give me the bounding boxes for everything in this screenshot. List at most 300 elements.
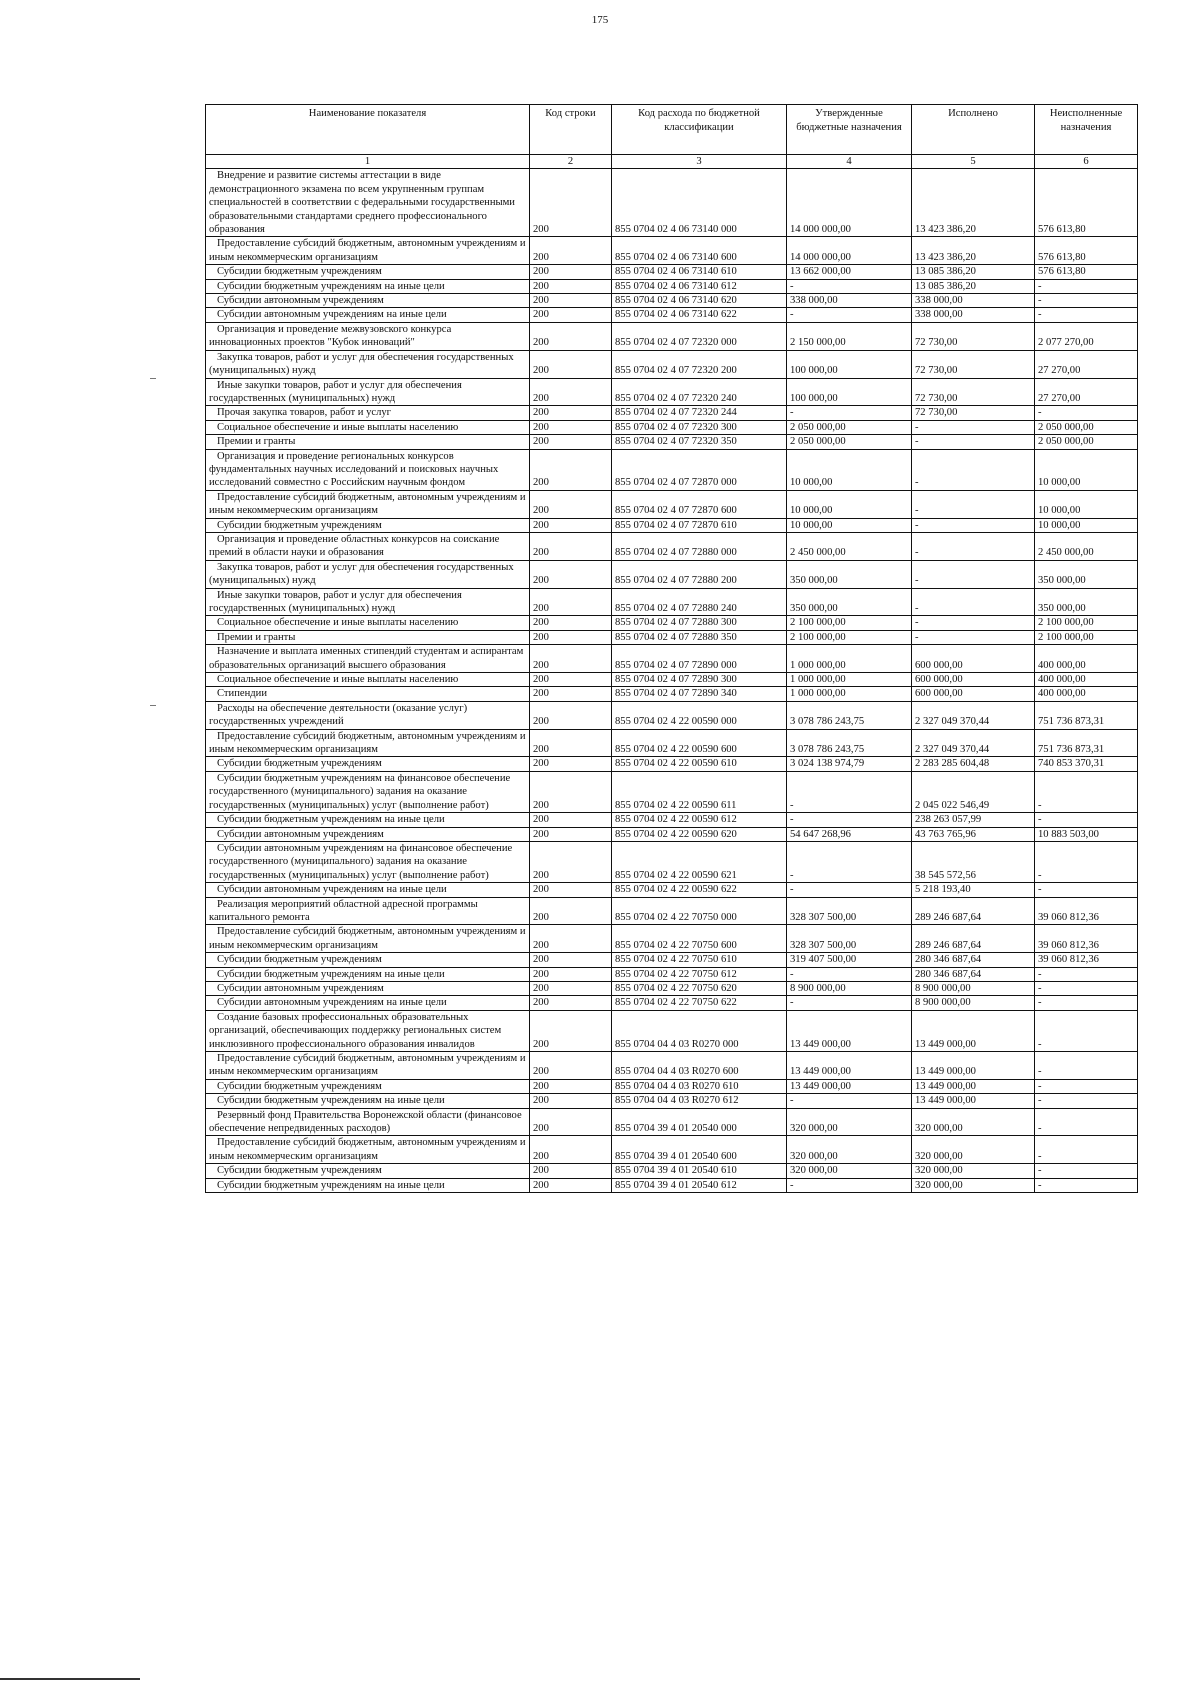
table-row (206, 630, 1138, 644)
budget-classification-code: 855 0704 02 4 06 73140 622 (612, 308, 787, 322)
budget-classification-code: 855 0704 02 4 07 72320 300 (612, 420, 787, 434)
indicator-name: Субсидии бюджетным учреждениям (206, 1164, 530, 1178)
column-number: 5 (912, 155, 1035, 169)
unexecuted-amount: 2 050 000,00 (1035, 435, 1138, 449)
table-row (206, 378, 1138, 406)
unexecuted-amount: 27 270,00 (1035, 378, 1138, 406)
unexecuted-amount: 576 613,80 (1035, 265, 1138, 279)
budget-classification-code: 855 0704 02 4 22 00590 612 (612, 813, 787, 827)
row-code: 200 (530, 279, 612, 293)
indicator-name: Предоставление субсидий бюджетным, автономным учреждениям и иным некоммерческим организациям (206, 729, 530, 757)
approved-amount: 320 000,00 (787, 1164, 912, 1178)
executed-amount: 38 545 572,56 (912, 841, 1035, 882)
executed-amount: - (912, 449, 1035, 490)
row-code: 200 (530, 1108, 612, 1136)
budget-classification-code: 855 0704 02 4 22 70750 610 (612, 953, 787, 967)
row-code: 200 (530, 967, 612, 981)
budget-classification-code: 855 0704 02 4 22 70750 000 (612, 897, 787, 925)
unexecuted-amount: - (1035, 1164, 1138, 1178)
indicator-name: Создание базовых профессиональных образовательных организаций, обеспечивающих поддержку региональных систем инклюзивного профессионального образования инвалидов (206, 1010, 530, 1051)
row-code: 200 (530, 532, 612, 560)
executed-amount: 13 085 386,20 (912, 265, 1035, 279)
executed-amount: 72 730,00 (912, 378, 1035, 406)
budget-classification-code: 855 0704 04 4 03 R0270 000 (612, 1010, 787, 1051)
budget-classification-code: 855 0704 02 4 07 72880 000 (612, 532, 787, 560)
unexecuted-amount: 10 000,00 (1035, 449, 1138, 490)
approved-amount: 13 662 000,00 (787, 265, 912, 279)
budget-classification-code: 855 0704 39 4 01 20540 612 (612, 1178, 787, 1192)
executed-amount: 320 000,00 (912, 1178, 1035, 1192)
indicator-name: Премии и гранты (206, 435, 530, 449)
budget-classification-code: 855 0704 02 4 07 72320 200 (612, 350, 787, 378)
table-row (206, 532, 1138, 560)
unexecuted-amount: - (1035, 883, 1138, 897)
approved-amount: 2 050 000,00 (787, 420, 912, 434)
row-code: 200 (530, 673, 612, 687)
row-code: 200 (530, 322, 612, 350)
unexecuted-amount: 39 060 812,36 (1035, 897, 1138, 925)
table-row (206, 757, 1138, 771)
unexecuted-amount: 27 270,00 (1035, 350, 1138, 378)
unexecuted-amount: 10 000,00 (1035, 490, 1138, 518)
indicator-name: Субсидии автономным учреждениям на иные цели (206, 308, 530, 322)
executed-amount: - (912, 560, 1035, 588)
unexecuted-amount: 39 060 812,36 (1035, 925, 1138, 953)
executed-amount: 13 085 386,20 (912, 279, 1035, 293)
budget-classification-code: 855 0704 02 4 07 72870 000 (612, 449, 787, 490)
executed-amount: 13 449 000,00 (912, 1052, 1035, 1080)
table-row (206, 435, 1138, 449)
row-code: 200 (530, 757, 612, 771)
budget-classification-code: 855 0704 02 4 07 72870 610 (612, 518, 787, 532)
table-row (206, 518, 1138, 532)
footer-line (0, 1678, 140, 1680)
indicator-name: Субсидии бюджетным учреждениям на иные цели (206, 1094, 530, 1108)
indicator-name: Стипендии (206, 687, 530, 701)
executed-amount: 13 423 386,20 (912, 169, 1035, 237)
indicator-name: Реализация мероприятий областной адресной программы капитального ремонта (206, 897, 530, 925)
approved-amount: 2 100 000,00 (787, 616, 912, 630)
budget-classification-code: 855 0704 02 4 07 72880 300 (612, 616, 787, 630)
indicator-name: Субсидии автономным учреждениям (206, 294, 530, 308)
unexecuted-amount: 350 000,00 (1035, 560, 1138, 588)
indicator-name: Премии и гранты (206, 630, 530, 644)
indicator-name: Субсидии автономным учреждениям на иные цели (206, 883, 530, 897)
approved-amount: - (787, 279, 912, 293)
approved-amount: 350 000,00 (787, 588, 912, 616)
approved-amount: 3 078 786 243,75 (787, 701, 912, 729)
unexecuted-amount: 751 736 873,31 (1035, 701, 1138, 729)
row-code: 200 (530, 897, 612, 925)
table-row (206, 1094, 1138, 1108)
budget-classification-code: 855 0704 02 4 07 72880 350 (612, 630, 787, 644)
budget-classification-code: 855 0704 02 4 06 73140 600 (612, 237, 787, 265)
indicator-name: Субсидии бюджетным учреждениям на иные цели (206, 1178, 530, 1192)
unexecuted-amount: - (1035, 1108, 1138, 1136)
unexecuted-amount: - (1035, 981, 1138, 995)
unexecuted-amount: - (1035, 841, 1138, 882)
table-row (206, 981, 1138, 995)
column-number: 6 (1035, 155, 1138, 169)
unexecuted-amount: - (1035, 771, 1138, 812)
indicator-name: Субсидии бюджетным учреждениям (206, 953, 530, 967)
table-row (206, 322, 1138, 350)
row-code: 200 (530, 1079, 612, 1093)
approved-amount: 13 449 000,00 (787, 1052, 912, 1080)
executed-amount: 13 449 000,00 (912, 1094, 1035, 1108)
indicator-name: Субсидии бюджетным учреждениям на иные цели (206, 967, 530, 981)
executed-amount: 13 449 000,00 (912, 1079, 1035, 1093)
margin-mark (150, 378, 156, 379)
approved-amount: 328 307 500,00 (787, 897, 912, 925)
row-code: 200 (530, 237, 612, 265)
budget-table-container (205, 104, 1138, 1193)
approved-amount: 10 000,00 (787, 518, 912, 532)
unexecuted-amount: 2 077 270,00 (1035, 322, 1138, 350)
unexecuted-amount: 576 613,80 (1035, 237, 1138, 265)
unexecuted-amount: 400 000,00 (1035, 673, 1138, 687)
budget-classification-code: 855 0704 39 4 01 20540 600 (612, 1136, 787, 1164)
approved-amount: 2 150 000,00 (787, 322, 912, 350)
budget-classification-code: 855 0704 39 4 01 20540 610 (612, 1164, 787, 1178)
margin-mark (150, 705, 156, 706)
approved-amount: 13 449 000,00 (787, 1010, 912, 1051)
executed-amount: 600 000,00 (912, 645, 1035, 673)
indicator-name: Внедрение и развитие системы аттестации в виде демонстрационного экзамена по всем укрупненным группам специальностей в соответствии с федеральными государственными образовательными стандартами среднего профессионального образования (206, 169, 530, 237)
table-row (206, 883, 1138, 897)
table-row (206, 308, 1138, 322)
row-code: 200 (530, 1178, 612, 1192)
indicator-name: Субсидии автономным учреждениям на иные цели (206, 996, 530, 1010)
budget-classification-code: 855 0704 02 4 22 00590 621 (612, 841, 787, 882)
executed-amount: 289 246 687,64 (912, 925, 1035, 953)
table-row (206, 813, 1138, 827)
executed-amount: - (912, 518, 1035, 532)
budget-classification-code: 855 0704 39 4 01 20540 000 (612, 1108, 787, 1136)
indicator-name: Организация и проведение региональных конкурсов фундаментальных научных исследований и поисковых научных исследований совместно с Российским научным фондом (206, 449, 530, 490)
budget-classification-code: 855 0704 02 4 07 72890 300 (612, 673, 787, 687)
executed-amount: - (912, 532, 1035, 560)
executed-amount: 72 730,00 (912, 322, 1035, 350)
approved-amount: - (787, 308, 912, 322)
approved-amount: 1 000 000,00 (787, 673, 912, 687)
unexecuted-amount: 2 100 000,00 (1035, 630, 1138, 644)
budget-classification-code: 855 0704 02 4 22 00590 600 (612, 729, 787, 757)
approved-amount: - (787, 996, 912, 1010)
budget-classification-code: 855 0704 02 4 22 70750 612 (612, 967, 787, 981)
approved-amount: 13 449 000,00 (787, 1079, 912, 1093)
header-cell: Неисполненные назначения (1035, 105, 1138, 155)
unexecuted-amount: - (1035, 996, 1138, 1010)
table-row (206, 616, 1138, 630)
approved-amount: 328 307 500,00 (787, 925, 912, 953)
executed-amount: - (912, 588, 1035, 616)
unexecuted-amount: - (1035, 1079, 1138, 1093)
approved-amount: - (787, 406, 912, 420)
table-row (206, 687, 1138, 701)
row-code: 200 (530, 378, 612, 406)
indicator-name: Организация и проведение областных конкурсов на соискание премий в области науки и образования (206, 532, 530, 560)
unexecuted-amount: - (1035, 294, 1138, 308)
table-row (206, 279, 1138, 293)
executed-amount: 2 283 285 604,48 (912, 757, 1035, 771)
row-code: 200 (530, 518, 612, 532)
row-code: 200 (530, 841, 612, 882)
row-code: 200 (530, 1010, 612, 1051)
unexecuted-amount: - (1035, 1052, 1138, 1080)
row-code: 200 (530, 308, 612, 322)
row-code: 200 (530, 265, 612, 279)
indicator-name: Субсидии автономным учреждениям (206, 981, 530, 995)
indicator-name: Субсидии бюджетным учреждениям на иные цели (206, 279, 530, 293)
executed-amount: - (912, 630, 1035, 644)
executed-amount: 338 000,00 (912, 308, 1035, 322)
row-code: 200 (530, 996, 612, 1010)
approved-amount: 10 000,00 (787, 449, 912, 490)
unexecuted-amount: 400 000,00 (1035, 687, 1138, 701)
table-row (206, 1010, 1138, 1051)
executed-amount: 280 346 687,64 (912, 953, 1035, 967)
approved-amount: - (787, 813, 912, 827)
table-row (206, 925, 1138, 953)
header-cell: Утвержденные бюджетные назначения (787, 105, 912, 155)
row-code: 200 (530, 406, 612, 420)
row-code: 200 (530, 687, 612, 701)
unexecuted-amount: 39 060 812,36 (1035, 953, 1138, 967)
unexecuted-amount: 576 613,80 (1035, 169, 1138, 237)
table-row (206, 897, 1138, 925)
table-row (206, 729, 1138, 757)
executed-amount: 72 730,00 (912, 406, 1035, 420)
table-row (206, 406, 1138, 420)
table-row (206, 1108, 1138, 1136)
table-row (206, 1052, 1138, 1080)
table-row (206, 1136, 1138, 1164)
table-row (206, 169, 1138, 237)
budget-classification-code: 855 0704 04 4 03 R0270 610 (612, 1079, 787, 1093)
approved-amount: 100 000,00 (787, 350, 912, 378)
column-number: 2 (530, 155, 612, 169)
budget-classification-code: 855 0704 02 4 06 73140 000 (612, 169, 787, 237)
row-code: 200 (530, 169, 612, 237)
indicator-name: Субсидии бюджетным учреждениям на финансовое обеспечение государственного (муниципального) задания на оказание государственных (муниципальных) услуг (выполнение работ) (206, 771, 530, 812)
indicator-name: Предоставление субсидий бюджетным, автономным учреждениям и иным некоммерческим организациям (206, 237, 530, 265)
unexecuted-amount: - (1035, 308, 1138, 322)
executed-amount: - (912, 420, 1035, 434)
unexecuted-amount: - (1035, 406, 1138, 420)
budget-classification-code: 855 0704 02 4 22 00590 000 (612, 701, 787, 729)
budget-classification-code: 855 0704 02 4 07 72870 600 (612, 490, 787, 518)
indicator-name: Субсидии бюджетным учреждениям на иные цели (206, 813, 530, 827)
budget-classification-code: 855 0704 02 4 07 72890 340 (612, 687, 787, 701)
row-code: 200 (530, 449, 612, 490)
table-row (206, 841, 1138, 882)
approved-amount: - (787, 771, 912, 812)
indicator-name: Расходы на обеспечение деятельности (оказание услуг) государственных учреждений (206, 701, 530, 729)
unexecuted-amount: 350 000,00 (1035, 588, 1138, 616)
executed-amount: 600 000,00 (912, 687, 1035, 701)
unexecuted-amount: 10 000,00 (1035, 518, 1138, 532)
approved-amount: - (787, 967, 912, 981)
approved-amount: 3 078 786 243,75 (787, 729, 912, 757)
indicator-name: Социальное обеспечение и иные выплаты населению (206, 420, 530, 434)
row-code: 200 (530, 925, 612, 953)
executed-amount: 600 000,00 (912, 673, 1035, 687)
table-row (206, 350, 1138, 378)
unexecuted-amount: - (1035, 279, 1138, 293)
table-row (206, 953, 1138, 967)
approved-amount: - (787, 1178, 912, 1192)
approved-amount: - (787, 841, 912, 882)
executed-amount: 289 246 687,64 (912, 897, 1035, 925)
column-number: 3 (612, 155, 787, 169)
indicator-name: Организация и проведение межвузовского конкурса инновационных проектов "Кубок инноваций" (206, 322, 530, 350)
table-row (206, 967, 1138, 981)
indicator-name: Предоставление субсидий бюджетным, автономным учреждениям и иным некоммерческим организациям (206, 1136, 530, 1164)
executed-amount: 320 000,00 (912, 1164, 1035, 1178)
budget-classification-code: 855 0704 02 4 07 72320 350 (612, 435, 787, 449)
approved-amount: 100 000,00 (787, 378, 912, 406)
approved-amount: 2 100 000,00 (787, 630, 912, 644)
indicator-name: Иные закупки товаров, работ и услуг для обеспечения государственных (муниципальных) нужд (206, 378, 530, 406)
indicator-name: Иные закупки товаров, работ и услуг для обеспечения государственных (муниципальных) нужд (206, 588, 530, 616)
approved-amount: 14 000 000,00 (787, 237, 912, 265)
table-row (206, 645, 1138, 673)
budget-classification-code: 855 0704 02 4 22 70750 622 (612, 996, 787, 1010)
approved-amount: 8 900 000,00 (787, 981, 912, 995)
header-cell: Код расхода по бюджетной классификации (612, 105, 787, 155)
budget-classification-code: 855 0704 02 4 22 00590 611 (612, 771, 787, 812)
approved-amount: 320 000,00 (787, 1136, 912, 1164)
budget-classification-code: 855 0704 02 4 07 72320 244 (612, 406, 787, 420)
column-number-row (206, 155, 1138, 169)
approved-amount: 54 647 268,96 (787, 827, 912, 841)
unexecuted-amount: 10 883 503,00 (1035, 827, 1138, 841)
budget-classification-code: 855 0704 02 4 07 72880 240 (612, 588, 787, 616)
approved-amount: 14 000 000,00 (787, 169, 912, 237)
budget-classification-code: 855 0704 02 4 22 70750 600 (612, 925, 787, 953)
table-row (206, 560, 1138, 588)
unexecuted-amount: - (1035, 1094, 1138, 1108)
indicator-name: Резервный фонд Правительства Воронежской области (финансовое обеспечение непредвиденных расходов) (206, 1108, 530, 1136)
unexecuted-amount: 2 050 000,00 (1035, 420, 1138, 434)
row-code: 200 (530, 350, 612, 378)
table-body (206, 169, 1138, 1193)
approved-amount: 338 000,00 (787, 294, 912, 308)
header-row (206, 105, 1138, 155)
indicator-name: Субсидии бюджетным учреждениям (206, 265, 530, 279)
indicator-name: Прочая закупка товаров, работ и услуг (206, 406, 530, 420)
executed-amount: - (912, 435, 1035, 449)
row-code: 200 (530, 883, 612, 897)
budget-classification-code: 855 0704 02 4 22 00590 610 (612, 757, 787, 771)
executed-amount: - (912, 490, 1035, 518)
unexecuted-amount: 740 853 370,31 (1035, 757, 1138, 771)
indicator-name: Социальное обеспечение и иные выплаты населению (206, 673, 530, 687)
row-code: 200 (530, 490, 612, 518)
executed-amount: 2 327 049 370,44 (912, 729, 1035, 757)
budget-classification-code: 855 0704 02 4 06 73140 612 (612, 279, 787, 293)
table-row (206, 771, 1138, 812)
table-row (206, 673, 1138, 687)
table-row (206, 1079, 1138, 1093)
row-code: 200 (530, 1164, 612, 1178)
executed-amount: 43 763 765,96 (912, 827, 1035, 841)
executed-amount: 320 000,00 (912, 1136, 1035, 1164)
budget-classification-code: 855 0704 02 4 22 00590 620 (612, 827, 787, 841)
row-code: 200 (530, 953, 612, 967)
row-code: 200 (530, 616, 612, 630)
row-code: 200 (530, 771, 612, 812)
row-code: 200 (530, 420, 612, 434)
indicator-name: Предоставление субсидий бюджетным, автономным учреждениям и иным некоммерческим организациям (206, 490, 530, 518)
executed-amount: 5 218 193,40 (912, 883, 1035, 897)
executed-amount: 280 346 687,64 (912, 967, 1035, 981)
row-code: 200 (530, 1052, 612, 1080)
budget-classification-code: 855 0704 02 4 07 72890 000 (612, 645, 787, 673)
row-code: 200 (530, 1094, 612, 1108)
unexecuted-amount: - (1035, 813, 1138, 827)
executed-amount: 8 900 000,00 (912, 996, 1035, 1010)
column-number: 1 (206, 155, 530, 169)
table-row (206, 701, 1138, 729)
executed-amount: 72 730,00 (912, 350, 1035, 378)
budget-classification-code: 855 0704 04 4 03 R0270 612 (612, 1094, 787, 1108)
executed-amount: 13 449 000,00 (912, 1010, 1035, 1051)
indicator-name: Субсидии бюджетным учреждениям (206, 518, 530, 532)
approved-amount: 3 024 138 974,79 (787, 757, 912, 771)
budget-classification-code: 855 0704 04 4 03 R0270 600 (612, 1052, 787, 1080)
unexecuted-amount: 2 100 000,00 (1035, 616, 1138, 630)
executed-amount: 8 900 000,00 (912, 981, 1035, 995)
row-code: 200 (530, 813, 612, 827)
indicator-name: Закупка товаров, работ и услуг для обеспечения государственных (муниципальных) нужд (206, 350, 530, 378)
indicator-name: Предоставление субсидий бюджетным, автономным учреждениям и иным некоммерческим организациям (206, 1052, 530, 1080)
row-code: 200 (530, 701, 612, 729)
table-row (206, 588, 1138, 616)
table-row (206, 294, 1138, 308)
indicator-name: Субсидии бюджетным учреждениям (206, 1079, 530, 1093)
budget-classification-code: 855 0704 02 4 06 73140 620 (612, 294, 787, 308)
header-cell: Исполнено (912, 105, 1035, 155)
executed-amount: 2 327 049 370,44 (912, 701, 1035, 729)
unexecuted-amount: 2 450 000,00 (1035, 532, 1138, 560)
approved-amount: 2 450 000,00 (787, 532, 912, 560)
budget-classification-code: 855 0704 02 4 07 72320 240 (612, 378, 787, 406)
table-row (206, 237, 1138, 265)
executed-amount: - (912, 616, 1035, 630)
indicator-name: Субсидии автономным учреждениям (206, 827, 530, 841)
indicator-name: Субсидии автономным учреждениям на финансовое обеспечение государственного (муниципального) задания на оказание государственных (муниципальных) услуг (выполнение работ) (206, 841, 530, 882)
approved-amount: - (787, 1094, 912, 1108)
table-row (206, 265, 1138, 279)
approved-amount: 320 000,00 (787, 1108, 912, 1136)
row-code: 200 (530, 981, 612, 995)
table-row (206, 490, 1138, 518)
unexecuted-amount: - (1035, 1136, 1138, 1164)
header-cell: Код строки (530, 105, 612, 155)
row-code: 200 (530, 435, 612, 449)
unexecuted-amount: 751 736 873,31 (1035, 729, 1138, 757)
executed-amount: 320 000,00 (912, 1108, 1035, 1136)
row-code: 200 (530, 294, 612, 308)
table-row (206, 449, 1138, 490)
approved-amount: 319 407 500,00 (787, 953, 912, 967)
row-code: 200 (530, 588, 612, 616)
page-number: 175 (591, 14, 609, 26)
row-code: 200 (530, 645, 612, 673)
executed-amount: 13 423 386,20 (912, 237, 1035, 265)
